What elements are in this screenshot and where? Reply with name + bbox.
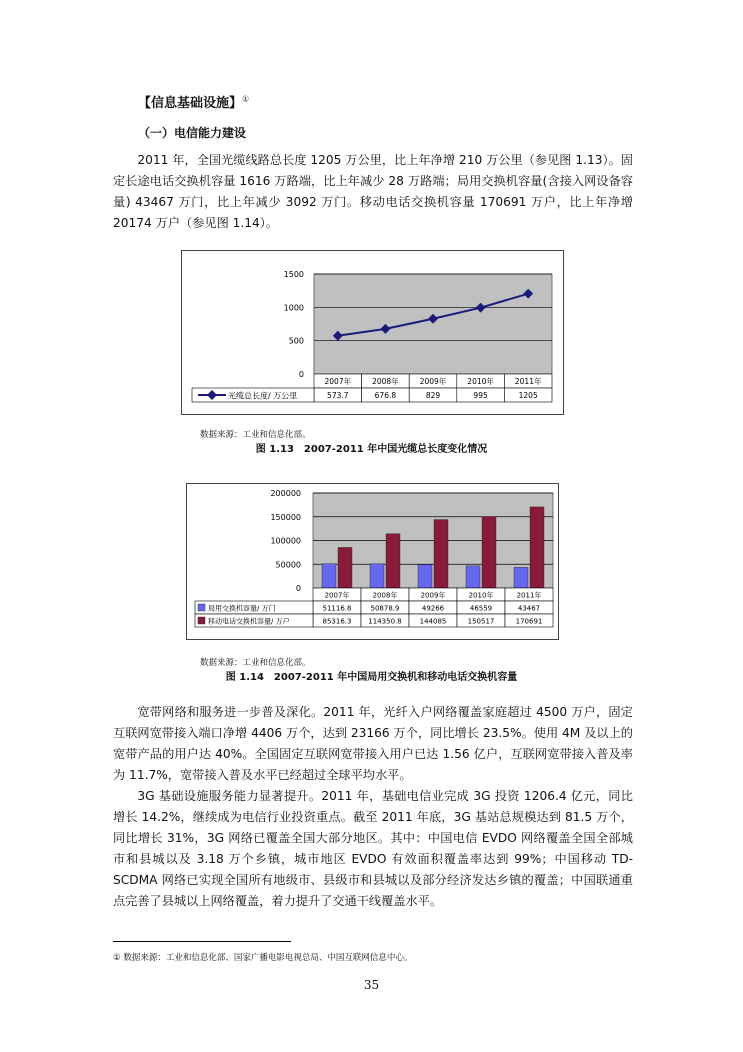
category-label: 2008年 (372, 591, 398, 600)
section-title (138, 92, 249, 111)
figure-1-13-caption: 图 1.13 2007-2011 年中国光缆总长度变化情况 (255, 444, 488, 455)
figure-1-14-source: 数据来源：工业和信息化部。 (200, 658, 311, 668)
table-value: 829 (425, 391, 441, 400)
table-value: 85316.3 (322, 617, 352, 626)
bar-mobile-switch (338, 547, 352, 588)
y-tick-label: 150000 (270, 512, 301, 522)
category-label: 2007年 (324, 591, 350, 600)
y-tick-label: 0 (295, 584, 301, 593)
table-value: 170691 (515, 617, 543, 626)
table-value: 50878.9 (370, 604, 400, 613)
bar-local-switch (418, 565, 432, 588)
page-number: 35 (363, 978, 380, 992)
y-tick-label: 100000 (270, 536, 301, 546)
legend-swatch (198, 604, 205, 611)
y-tick-label: 0 (298, 370, 304, 379)
figure-1-14-caption: 图 1.14 2007-2011 年中国局用交换机和移动电话交换机容量 (225, 672, 518, 683)
y-tick-label: 500 (288, 336, 304, 346)
category-label: 2010年 (468, 591, 494, 600)
paragraph-3g: 3G 基础设施服务能力显著提升。2011 年，基础电信业完成 3G 投资 1206.4 亿元，同比增长 14.2%，继续成为电信行业投资重点。截至 2011 年底，3G 基站总规模达到 81.5 万个，同比增长 31%，3G 网络已覆盖全国大部分地区。其中：中国电信 EVDO 网络覆盖全国全部城市和县城以及 3.18 万个乡镇，城市地区 EVDO 有效面积覆盖率达到 99%；中国移动 TD-SCDMA 网络已实现全国所有地级市、县级市和县城以及部分经济发达乡镇的覆盖；中国联通重点完善了县城以上网络覆盖，着力提升了交通干线覆盖水平。 (113, 789, 633, 908)
category-label: 2008年 (372, 377, 399, 386)
legend-swatch (198, 617, 205, 624)
bar-mobile-switch (386, 534, 400, 588)
category-label: 2011年 (516, 591, 542, 600)
section-title-text: 【信息基础设施】 (138, 96, 243, 111)
category-label: 2010年 (467, 377, 494, 386)
bar-mobile-switch (530, 507, 544, 588)
table-value: 49266 (421, 604, 445, 613)
y-tick-label: 50000 (275, 560, 301, 570)
legend-label: 局用交换机容量/ 万门 (208, 604, 276, 613)
switch-capacity-chart (187, 484, 558, 639)
table-value: 676.8 (374, 391, 397, 400)
footnote: ① 数据来源：工业和信息化部、国家广播电影电视总局、中国互联网信息中心。 (113, 953, 413, 963)
table-value: 995 (473, 391, 488, 400)
table-value: 43467 (517, 604, 541, 613)
table-value: 114350.8 (368, 617, 402, 626)
y-tick-label: 200000 (270, 489, 301, 498)
table-value: 1205 (518, 391, 538, 400)
category-label: 2007年 (324, 377, 352, 386)
category-label: 2009年 (419, 377, 447, 386)
fiber-length-chart (182, 251, 563, 414)
bar-local-switch (514, 567, 528, 588)
footnote-ref: ① (242, 94, 250, 104)
y-tick-label: 1500 (283, 270, 304, 279)
bar-mobile-switch (482, 517, 496, 588)
bar-local-switch (322, 564, 336, 588)
figure-1-13-source: 数据来源：工业和信息化部。 (200, 430, 311, 440)
table-value: 51116.8 (322, 604, 352, 613)
y-tick-label: 1000 (283, 303, 304, 313)
bar-local-switch (466, 566, 480, 588)
table-value: 144085 (419, 617, 447, 626)
category-label: 2009年 (420, 591, 446, 600)
figure-1-13 (181, 250, 564, 415)
footnote-divider (113, 941, 291, 942)
table-value: 150517 (467, 617, 495, 626)
table-value: 46559 (469, 604, 493, 613)
bar-mobile-switch (434, 520, 448, 588)
subsection-title: （一）电信能力建设 (138, 126, 247, 140)
bar-local-switch (370, 564, 384, 588)
legend-label: 光缆总长度/ 万公里 (228, 391, 298, 401)
paragraph-telecom-capacity: 2011 年，全国光缆线路总长度 1205 万公里，比上年净增 210 万公里（参见图 1.13）。固定长途电话交换机容量 1616 万路端，比上年减少 28 万路端；局用交换机容量(含接入网设备容量) 43467 万门，比上年减少 3092 万门。移动电话交换机容量 170691 万户，比上年净增 20174 万户（参见图 1.14）。 (113, 153, 633, 230)
category-label: 2011年 (514, 377, 542, 386)
legend-label: 移动电话交换机容量/ 万户 (208, 617, 290, 626)
table-value: 573.7 (327, 391, 349, 400)
figure-1-14 (186, 483, 559, 640)
plot-area (314, 274, 552, 374)
paragraph-broadband: 宽带网络和服务进一步普及深化。2011 年，光纤入户网络覆盖家庭超过 4500 万户，固定互联网宽带接入端口净增 4406 万个，达到 23166 万个，同比增长 23.5%。使用 4M 及以上的宽带产品的用户达 40%。全国固定互联网宽带接入用户已达 1.56 亿户，互联网宽带接入普及率为 11.7%，宽带接入普及水平已经超过全球平均水平。 (113, 705, 633, 782)
